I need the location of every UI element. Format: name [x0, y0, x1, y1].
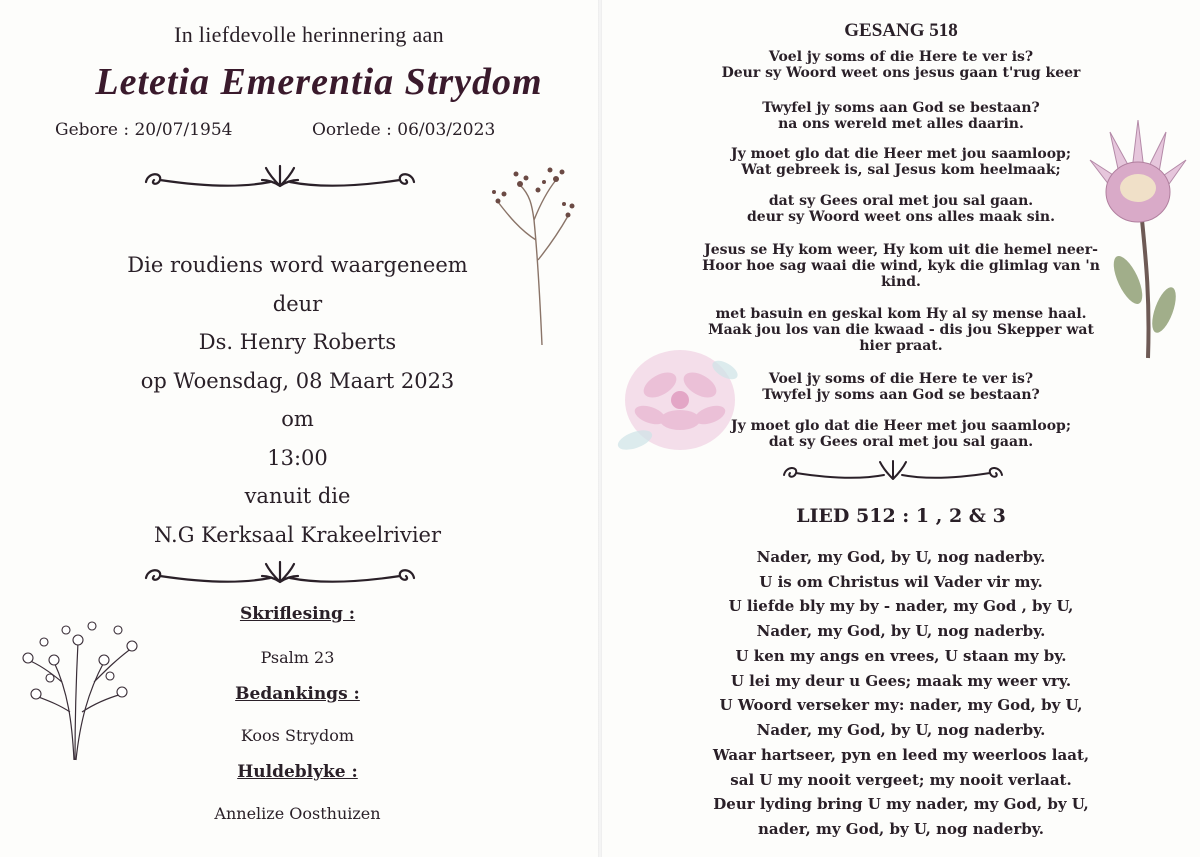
verse-line: Twyfel jy soms aan God se bestaan? — [762, 100, 1040, 116]
ornament-divider-icon — [140, 160, 420, 196]
left-page — [0, 0, 598, 857]
verse-line: U lei my deur u Gees; maak my weer vry. — [730, 671, 1072, 690]
song1-verse — [602, 146, 1200, 178]
song2-title: LIED 512 : 1 , 2 & 3 — [796, 505, 1006, 527]
intro-text: In liefdevolle herinnering aan — [174, 22, 444, 47]
verse-line: U liefde bly my by - nader, my God , by U, — [728, 597, 1074, 615]
verse-line: kind. — [881, 274, 921, 290]
verse-line: U ken my angs en vrees, U staan my by. — [735, 647, 1067, 665]
service-line: deur — [272, 291, 323, 316]
verse-line: nader, my God, by U, nog naderby. — [758, 819, 1044, 838]
song1-verse — [602, 193, 1200, 225]
verse-line: dat sy Gees oral met jou sal gaan. — [768, 434, 1034, 450]
section-heading-bedankings: Bedankings : — [235, 684, 360, 704]
service-line: Die roudiens word waargeneem — [127, 253, 468, 277]
verse-line: Nader, my God, by U, nog naderby. — [756, 548, 1046, 566]
verse-line: deur sy Woord weet ons alles maak sin. — [747, 209, 1055, 225]
verse-line: Wat gebreek is, sal Jesus kom heelmaak; — [741, 162, 1061, 178]
section-value-huldeblyke: Annelize Oosthuizen — [214, 804, 381, 823]
song1-verse — [602, 100, 1200, 132]
song1-verse — [602, 418, 1200, 450]
section-value-skriflesing: Psalm 23 — [260, 648, 335, 667]
song2-verse — [602, 743, 1200, 841]
verse-line: Voel jy soms of die Here te ver is? — [768, 49, 1034, 65]
verse-line: sal U my nooit vergeet; my nooit verlaat. — [730, 770, 1072, 789]
song2-verse — [602, 545, 1200, 643]
verse-line: na ons wereld met alles daarin. — [778, 116, 1024, 132]
song1-verse — [602, 242, 1200, 290]
verse-line: Jy moet glo dat die Heer met jou saamloop; — [730, 418, 1072, 434]
song1-verse — [602, 371, 1200, 403]
section-heading-skriflesing: Skriflesing : — [239, 604, 356, 624]
birth-date: Gebore : 20/07/1954 — [55, 120, 233, 140]
ornament-divider-icon — [778, 455, 1008, 487]
verse-line: Jy moet glo dat die Heer met jou saamloop; — [730, 146, 1072, 162]
deceased-name: Letetia Emerentia Strydom — [95, 61, 543, 103]
right-page — [602, 0, 1200, 857]
service-line: Ds. Henry Roberts — [198, 330, 397, 354]
service-line: om — [281, 407, 314, 431]
service-line: op Woensdag, 08 Maart 2023 — [140, 368, 455, 393]
verse-line: Deur lyding bring U my nader, my God, by U, — [713, 795, 1089, 813]
service-line: N.G Kerksaal Krakeelrivier — [153, 522, 442, 547]
verse-line: Maak jou los van die kwaad - dis jou Skepper wat — [708, 322, 1094, 338]
verse-line: hier praat. — [859, 338, 943, 354]
verse-line: Hoor hoe sag waai die wind, kyk die glimlag van 'n — [702, 258, 1100, 274]
ornament-divider-icon — [140, 556, 420, 592]
verse-line: Nader, my God, by U, nog naderby. — [756, 621, 1046, 640]
verse-line: met basuin en geskal kom Hy al sy mense haal. — [715, 306, 1087, 322]
verse-line: Waar hartseer, pyn en leed my weerloos laat, — [712, 746, 1090, 764]
verse-line: U Woord verseker my: nader, my God, by U, — [719, 696, 1083, 714]
song2-verse — [602, 644, 1200, 742]
section-heading-huldeblyke: Huldeblyke : — [237, 762, 358, 782]
service-line: 13:00 — [267, 445, 328, 470]
song1-title: GESANG 518 — [844, 20, 958, 41]
death-date: Oorlede : 06/03/2023 — [312, 120, 496, 140]
verse-line: Voel jy soms of die Here te ver is? — [768, 371, 1034, 387]
section-value-bedankings: Koos Strydom — [240, 726, 355, 745]
verse-line: Twyfel jy soms aan God se bestaan? — [762, 387, 1040, 403]
service-details — [0, 246, 595, 554]
verse-line: Deur sy Woord weet ons jesus gaan t'rug keer — [721, 65, 1081, 81]
verse-line: Jesus se Hy kom weer, Hy kom uit die hemel neer- — [704, 242, 1098, 258]
verse-line: Nader, my God, by U, nog naderby. — [756, 720, 1046, 739]
song1-verse — [602, 49, 1200, 81]
service-line: vanuit die — [244, 484, 351, 508]
song1-verse — [602, 306, 1200, 354]
verse-line: U is om Christus wil Vader vir my. — [759, 572, 1043, 591]
verse-line: dat sy Gees oral met jou sal gaan. — [768, 193, 1034, 209]
